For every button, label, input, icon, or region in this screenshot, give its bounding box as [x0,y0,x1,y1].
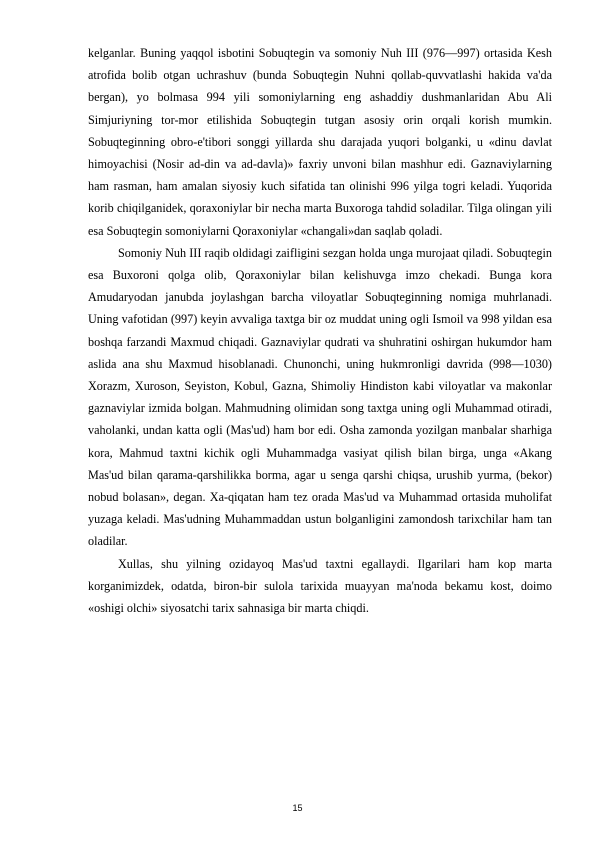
paragraph-1: kelganlar. Buning yaqqol isbotini Sobuqtegin va somoniy Nuh III (976—997) ortasida Kesh atrofida bolib otgan uchrashuv (bunda Sobuqtegin Nuhni qollab-quvvatlashi hakida va'da bergan), yo bolmasa 994 yili somoniylarning eng ashaddiy dushmanlaridan Abu Ali Simjuriyning tor-mor etilishida Sobuqtegin tutgan asosiy orin orqali korish mumkin. Sobuqteginning obro-e'tibori songgi yillarda shu darajada yuqori bolganki, u «dinu davlat himoyachisi (Nosir ad-din va ad-davla)» faxriy unvoni bilan mashhur edi. Gaznaviylarning ham rasman, ham amalan siyosiy kuch sifatida tan olinishi 996 yilga togri keladi. Yuqorida korib chiqilganidek, qoraxoniylar bir necha marta Buxoroga tahdid soladilar. Tilga olingan yili esa Sobuqtegin somoniylarni Qoraxoniylar «changali»dan saqlab qoladi. [88,46,552,238]
paragraph-3: Xullas, shu yilning ozidayoq Mas'ud taxtni egallaydi. Ilgarilari ham kop marta korganimizdek, odatda, biron-bir sulola tarixida muayyan ma'noda bekamu kost, doimo «oshigi olchi» siyosatchi tarix sahnasiga bir marta chiqdi. [88,556,552,616]
paragraph-2: Somoniy Nuh III raqib oldidagi zaifligini sezgan holda unga murojaat qiladi. Sobuqtegin esa Buxoroni qolga olib, Qoraxoniylar bilan kelishuvga imzo chekadi. Bunga kora Amudaryodan janubda joylashgan barcha viloyatlar Sobuqteginning nomiga muhrlanadi. Uning vafotidan (997) keyin avvaliga taxtga bir oz muddat uning ogli Ismoil va 998 yildan esa boshqa farzandi Maxmud chiqadi. Gaznaviylar qudrati va shuhratini oshirgan hukumdor ham aslida ana shu Maxmud hisoblanadi. Chunonchi, uning hukmronligi davrida (998—1030) Xorazm, Xuroson, Seyiston, Kobul, Gazna, Shimoliy Hindiston kabi viloyatlar va makonlar gaznaviylar izmida bolgan. Mahmudning olimidan song taxtga uning ogli Muhammad otiradi, vaholanki, undan katta ogli (Mas'ud) ham bor edi. Osha zamonda yozilgan manbalar sharhiga kora, Mahmud taxtni kichik ogli Muhammadga vasiyat qilish bilan birga, unga «Akang Mas'ud bilan qarama-qarshilikka borma, agar u senga qarshi chiqsa, urushib yurma, (bekor) nobud bolasan», degan. Xa-qiqatan ham tez orada Mas'ud va Muhammad ortasida muholifat yuzaga keladi. Mas'udning Muhammaddan ustun bolganligini zamondosh tarixchilar ham tan oladilar. [88,245,552,549]
body-text [88,42,552,619]
page-number: 15 [292,803,303,813]
